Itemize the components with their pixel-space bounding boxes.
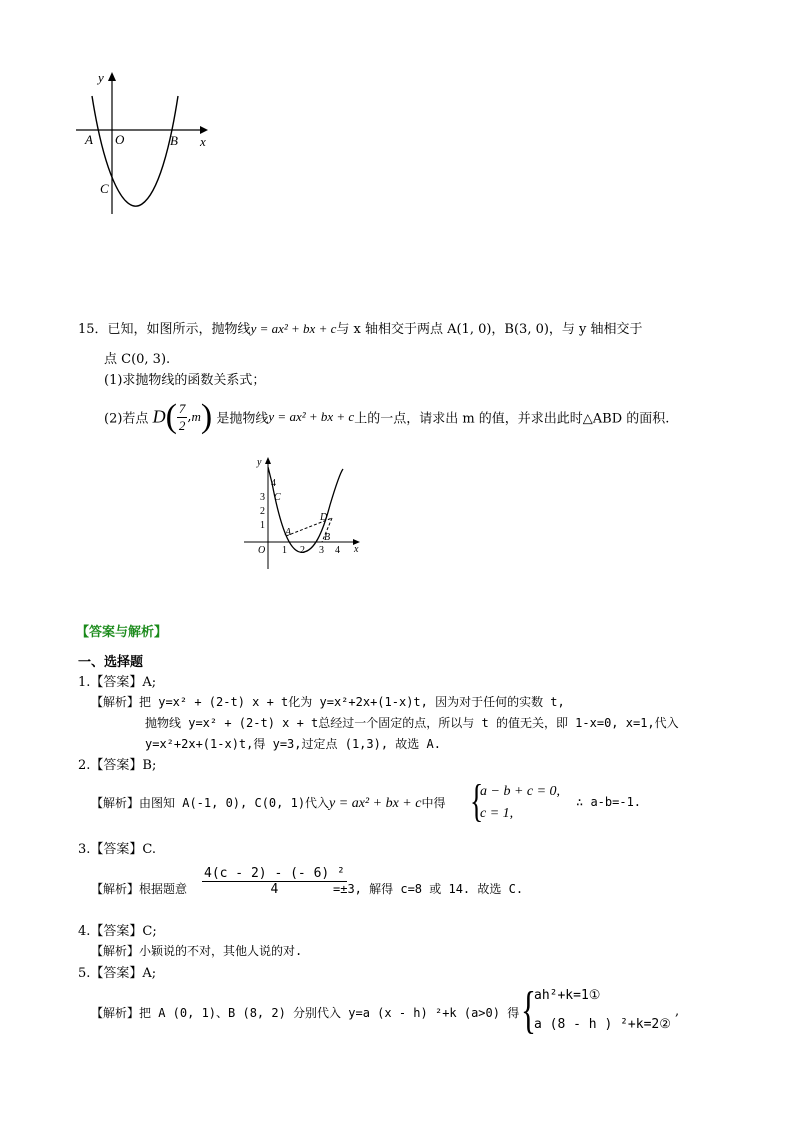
answer-2-brace: { — [470, 775, 484, 826]
answer-2-conclusion: ∴ a-b=-1. — [576, 795, 642, 809]
answer-5-comma: , — [675, 1004, 680, 1019]
parabola-graph-2 — [240, 455, 370, 573]
answer-2-equation: y = ax² + bx + c — [329, 796, 422, 811]
answer-1: 1.【答案】A; — [78, 675, 157, 690]
graph2-y3: 3 — [260, 492, 265, 503]
section-title: 一、选择题 — [78, 655, 144, 670]
graph2-t4: 4 — [335, 545, 340, 556]
q15-point-D: D — [152, 406, 166, 427]
graph1-x-label: x — [200, 134, 206, 149]
q15-equation: y = ax² + bx + c — [250, 321, 337, 336]
graph2-A: A — [285, 527, 292, 538]
answer-2-text: 【解析】由图知 A(-1, 0), C(0, 1)代入 — [91, 796, 330, 810]
answer-3-line1b: =±3, 解得 c=8 或 14. 故选 C. — [333, 882, 524, 896]
q15-frac-den: 2 — [178, 417, 186, 433]
graph1-C-label: C — [100, 181, 109, 196]
answer-4: 4.【答案】C; — [78, 924, 157, 939]
graph2-D: D — [320, 512, 328, 523]
q15-number: 15． — [78, 322, 108, 337]
graph2-t1: 1 — [282, 545, 287, 556]
graph1-A-label: A — [85, 132, 93, 147]
answer-5-sys1: ah²+k=1① — [534, 988, 601, 1003]
q15-frac-num: 7 — [178, 400, 186, 416]
answer-5: 5.【答案】A; — [78, 966, 157, 981]
q15-part2-text-a: (2)若点 — [104, 411, 149, 427]
q15-fraction — [177, 401, 188, 434]
answer-3-line1: 【解析】根据题意 — [91, 882, 188, 896]
q15-line1 — [78, 318, 643, 337]
graph1-O-label: O — [115, 132, 125, 147]
answer-2-sys1: a − b + c = 0, — [480, 784, 561, 799]
q15-part2-equation: y = ax² + bx + c — [268, 409, 355, 424]
answer-3-numerator: 4(c - 2) - (- 6) ² — [204, 866, 345, 881]
graph2-C: C — [274, 492, 281, 503]
graph2-x: x — [354, 544, 359, 555]
answer-2-sys2: c = 1, — [480, 806, 514, 821]
answer-1-line1: 【解析】把 y=x² + (2-t) x + t化为 y=x²+2x+(1-x)t, 因为对于任何的实数 t, — [91, 695, 565, 709]
answer-1-line3: y=x²+2x+(1-x)t,得 y=3,过定点 (1,3), 故选 A. — [145, 737, 441, 751]
q15-line2: 点 C(0, 3). — [104, 352, 171, 367]
answer-2: 2.【答案】B; — [78, 758, 157, 773]
graph2-B: B — [324, 532, 331, 543]
q15-part2: (2)若点 D( $\frac{7}{2}$ ,m) 是抛物线y = ax² + bx + c上的一点，请求出 m 的值，并求出此时△ABD 的面积. — [104, 398, 670, 435]
answer-1-line2: 抛物线 y=x² + (2-t) x + t总经过一个固定的点，所以与 t 的值无关，即 1-x=0, x=1,代入 — [145, 716, 679, 730]
answers-heading: 【答案与解析】 — [76, 625, 168, 640]
graph2-y: y — [257, 457, 262, 468]
answer-3-denominator: 4 — [270, 882, 279, 897]
q15-part2-text-b: 是抛物线 — [216, 411, 269, 427]
graph2-y1: 1 — [260, 520, 265, 531]
graph2-y4: 4 — [271, 478, 276, 489]
answer-4-line1: 【解析】小颖说的不对，其他人说的对. — [91, 944, 303, 958]
graph2-t3: 3 — [319, 545, 324, 556]
graph2-O: O — [258, 545, 266, 556]
answer-3-fraction — [202, 866, 347, 897]
answer-5-sys2: a (8 - h ) ²+k=2② — [534, 1017, 671, 1032]
q15-part2-text-c: 上的一点，请求出 m 的值，并求出此时△ABD 的面积. — [354, 411, 670, 427]
answer-2-text-b: 中得 — [421, 796, 446, 810]
graph1-B-label: B — [170, 133, 178, 148]
answer-2-line1 — [91, 794, 445, 812]
parabola-graph-1 — [70, 68, 220, 218]
q15-part1: (1)求抛物线的函数关系式； — [104, 373, 266, 388]
graph1-y-label: y — [98, 70, 104, 85]
graph2-y2: 2 — [260, 506, 265, 517]
answer-5-brace: { — [521, 982, 536, 1039]
q15-text-b: 与 x 轴相交于两点 A(1, 0)，B(3, 0)，与 y 轴相交于 — [336, 322, 643, 337]
answer-3: 3.【答案】C. — [78, 842, 157, 857]
graph2-t2: 2 — [300, 545, 305, 556]
q15-text-a: 已知，如图所示，抛物线 — [107, 322, 251, 337]
q15-point-m: m — [191, 409, 201, 424]
answer-5-line1: 【解析】把 A (0, 1)、B (8, 2) 分别代入 y=a (x - h) ²+k (a>0) 得 — [91, 1006, 520, 1020]
